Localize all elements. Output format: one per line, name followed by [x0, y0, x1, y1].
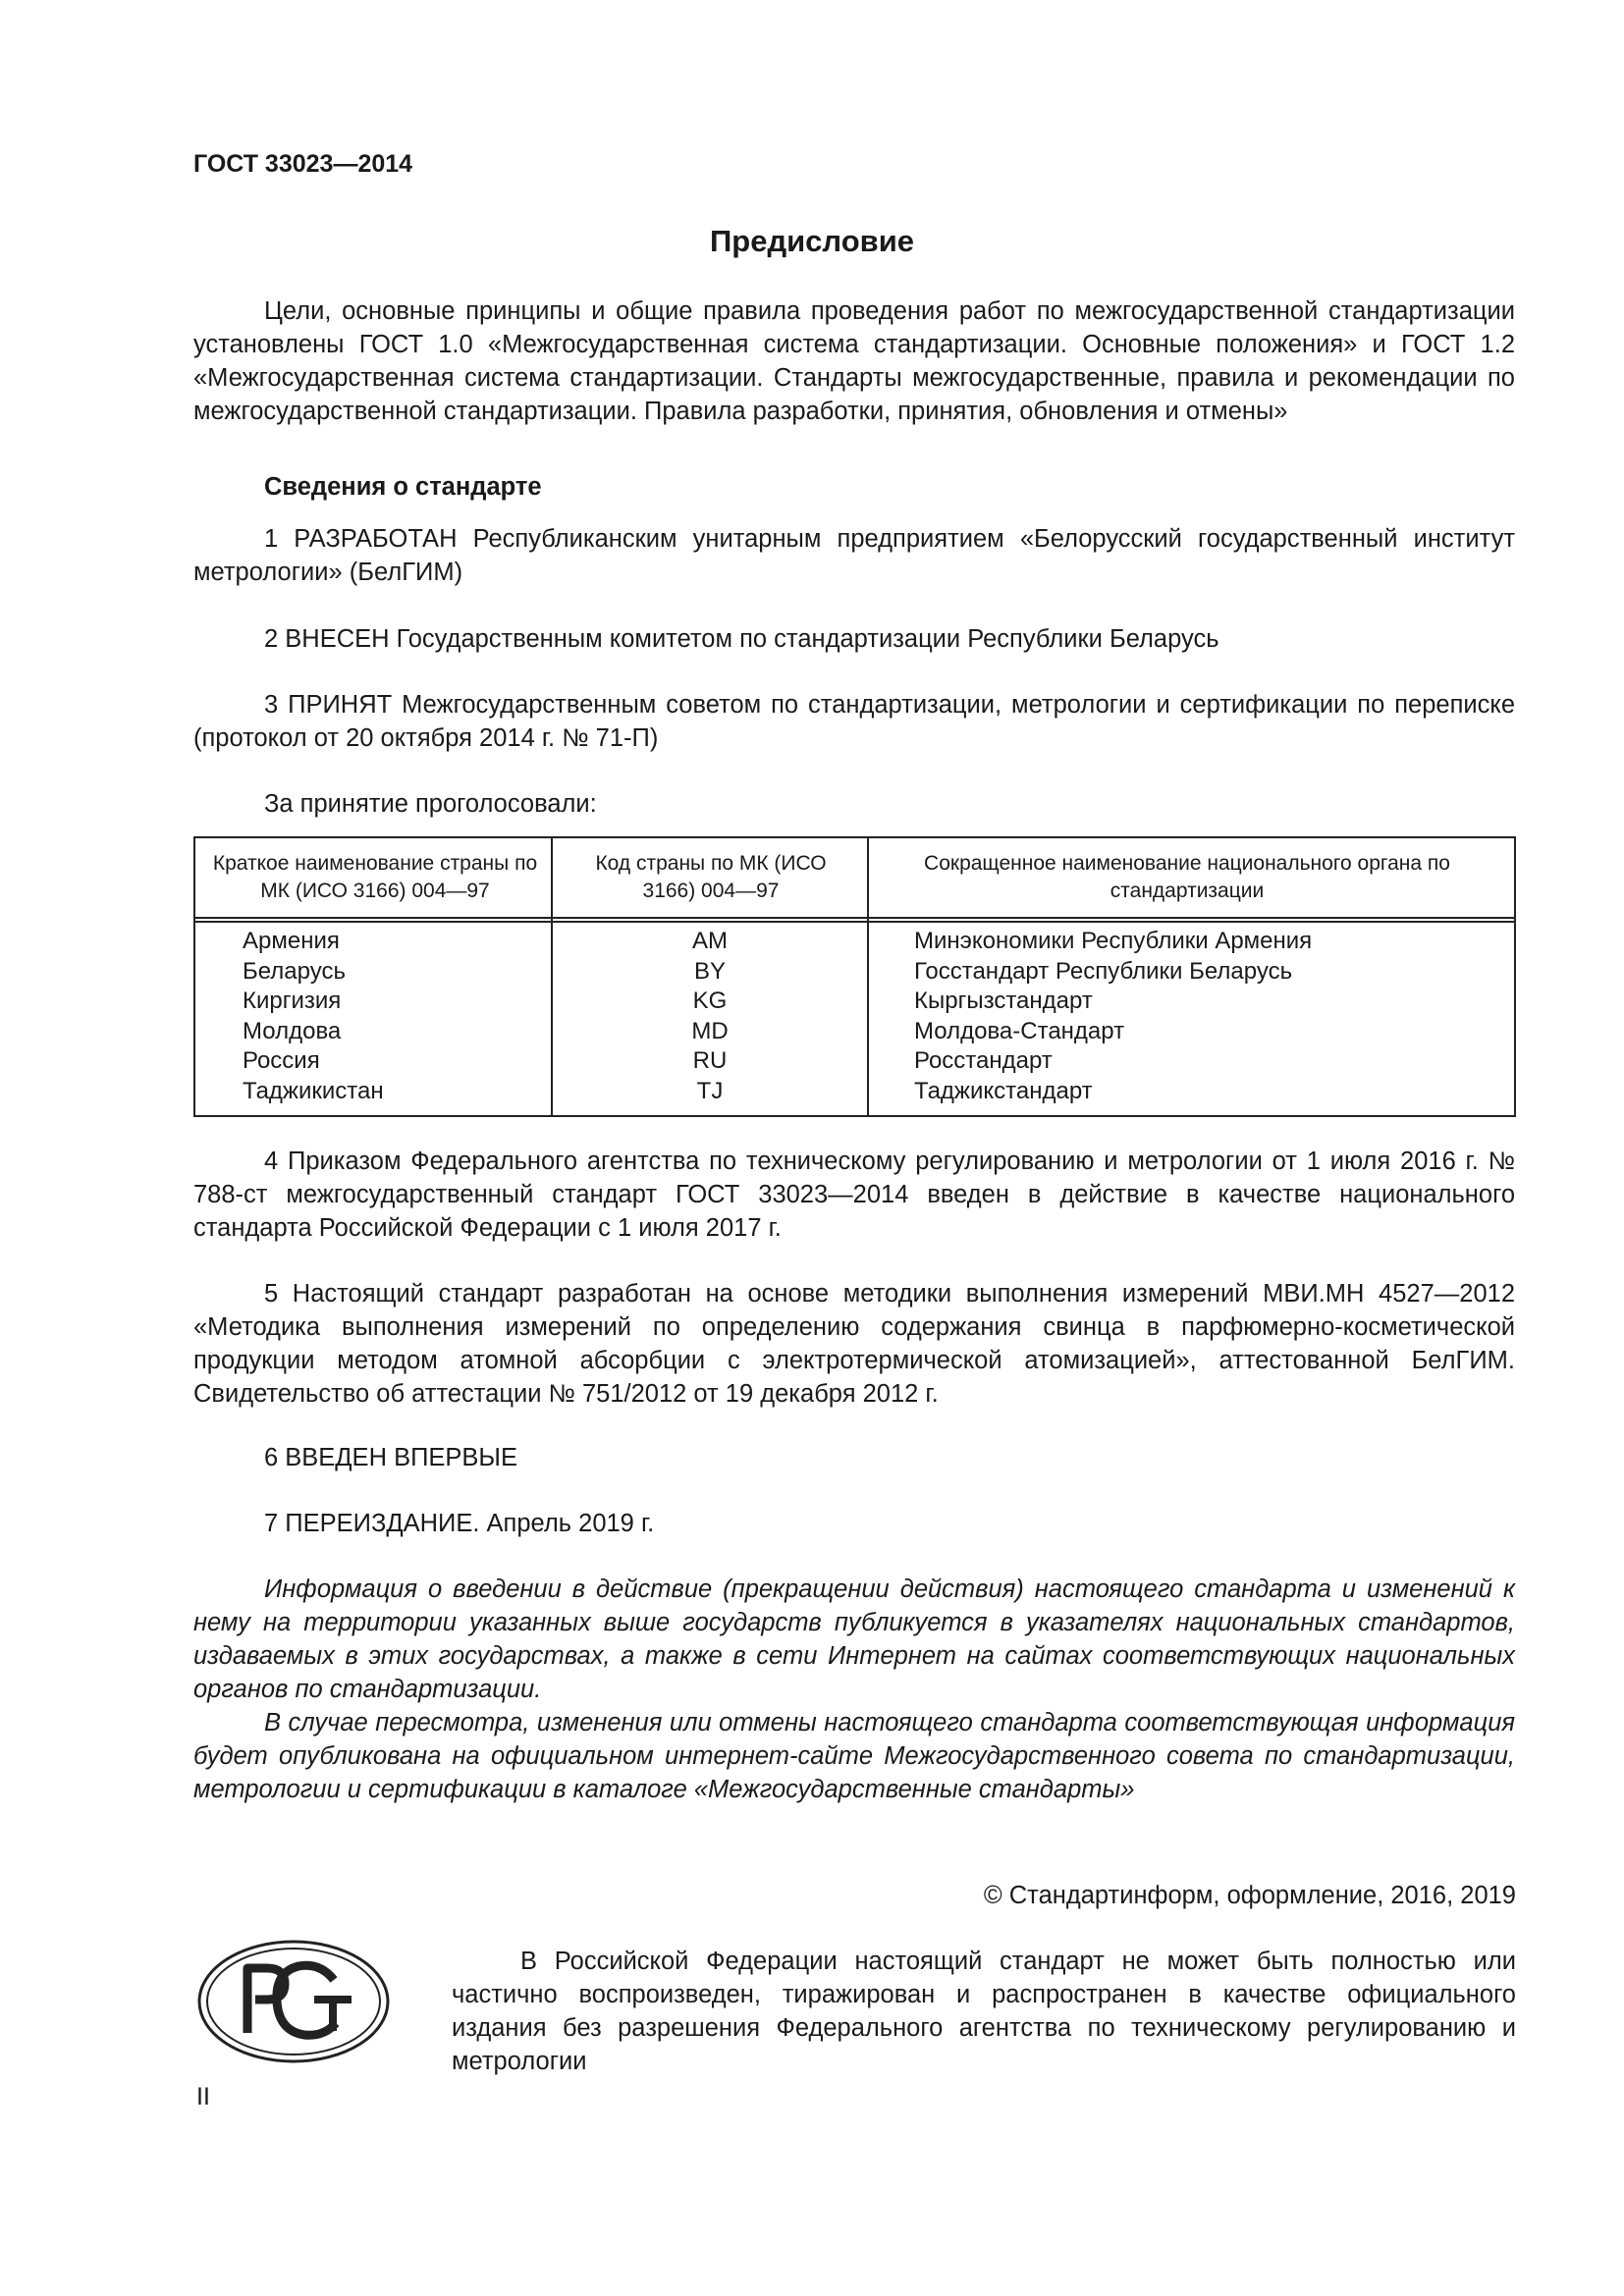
table-cell-code: MD [691, 1017, 729, 1044]
copyright-line: © Стандартинформ, оформление, 2016, 2019 [983, 1882, 1516, 1909]
item-1-developed: 1 РАЗРАБОТАН Республиканским унитарным предприятием «Белорусский государственный институт метрологии» (БелГИМ) [193, 525, 1515, 586]
table-cell-country: Россия [243, 1047, 320, 1074]
table-header-code: Код страны по МК (ИСО 3166) 004—97 [595, 852, 827, 902]
info-heading: Сведения о стандарте [264, 473, 542, 501]
table-cell-authority: Минэкономики Республики Армения [914, 928, 1313, 954]
table-cell-code: AM [692, 928, 728, 954]
table-column-codes [553, 927, 867, 1106]
page-title: Предисловие [709, 224, 914, 258]
table-column-countries [243, 927, 384, 1106]
document-header-id: ГОСТ 33023—2014 [193, 150, 413, 178]
table-cell-authority: Госстандарт Республики Беларусь [914, 957, 1293, 985]
table-header-divider [195, 917, 1514, 923]
table-column-authorities [914, 927, 1312, 1106]
rst-logo-icon [196, 1939, 391, 2064]
table-cell-authority: Росстандарт [914, 1047, 1053, 1074]
note-revision: В случае пересмотра, изменения или отмены настоящего стандарта соответствующая информация будет опубликована на официальном интернет-сайте Межгосударственного совета по стандартизации, метрологии и сертификации в каталоге «Межгосударственные стандарты» [193, 1709, 1515, 1803]
intro-paragraph: Цели, основные принципы и общие правила проведения работ по межгосударственной стандартизации установлены ГОСТ 1.0 «Межгосударственная система стандартизации. Основные положения» и ГОСТ 1.2 «Межгосударственная система стандартизации. Стандарты межгосударственные, правила и рекомендации по межгосударственной стандартизации. Правила разработки, принятия, обновления и отмены» [193, 297, 1515, 425]
table-cell-country: Таджикистан [243, 1077, 384, 1104]
note-information: Информация о введении в действие (прекращении действия) настоящего стандарта и изменений к нему на территории указанных выше государств публикуется в указателях национальных стандартов, издаваемых в этих государствах, а также в сети Интернет на сайтах соответствующих национальных органов по стандартизации. [193, 1575, 1515, 1703]
table-cell-country: Молдова [243, 1017, 342, 1044]
voting-table [193, 836, 1516, 1117]
item-5-basis: 5 Настоящий стандарт разработан на основе методики выполнения измерений МВИ.МН 4527—2012 «Методика выполнения измерений по определению содержания свинца в парфюмерно-косметической продукции методом атомной абсорбции с электротермической атомизацией», аттестованной БелГИМ. Свидетельство об аттестации № 751/2012 от 19 декабря 2012 г. [193, 1280, 1515, 1408]
item-7-reissue: 7 ПЕРЕИЗДАНИЕ. Апрель 2019 г. [264, 1510, 655, 1537]
page-number: II [196, 2083, 210, 2110]
item-3-adopted: 3 ПРИНЯТ Межгосударственным советом по стандартизации, метрологии и сертификации по переписке (протокол от 20 октября 2014 г. № 71-П) [193, 691, 1515, 752]
table-header-country: Краткое наименование страны по МК (ИСО 3166) 004—97 [212, 852, 538, 902]
table-cell-authority: Кыргызстандарт [914, 988, 1093, 1014]
item-6-first-introduced: 6 ВВЕДЕН ВПЕРВЫЕ [264, 1444, 518, 1471]
table-cell-code: KG [692, 988, 728, 1014]
table-cell-country: Киргизия [243, 988, 342, 1014]
table-cell-code: BY [693, 957, 726, 985]
table-header-authority: Сокращенное наименование национального органа по стандартизации [924, 852, 1450, 902]
item-4-order: 4 Приказом Федерального агентства по техническому регулированию и метрологии от 1 июля 2016 г. № 788-ст межгосударственный стандарт ГОСТ 33023—2014 введен в действие в качестве национального стандарта Российской Федерации с 1 июля 2017 г. [193, 1148, 1515, 1242]
table-cell-country: Армения [243, 928, 340, 954]
table-cell-code: RU [692, 1047, 728, 1074]
table-column-divider [867, 838, 869, 1115]
voted-label: За принятие проголосовали: [264, 790, 597, 818]
table-cell-code: TJ [696, 1077, 724, 1104]
table-cell-authority: Молдова-Стандарт [914, 1017, 1125, 1044]
item-2-submitted: 2 ВНЕСЕН Государственным комитетом по стандартизации Республики Беларусь [264, 625, 1219, 653]
footer-copyright-notice: В Российской Федерации настоящий стандарт не может быть полностью или частично воспроизведен, тиражирован и распространен в качестве официального издания без разрешения Федерального агентства по техническому регулированию и метрологии [452, 1948, 1516, 2075]
table-cell-country: Беларусь [243, 957, 346, 985]
table-cell-authority: Таджикстандарт [914, 1077, 1093, 1104]
